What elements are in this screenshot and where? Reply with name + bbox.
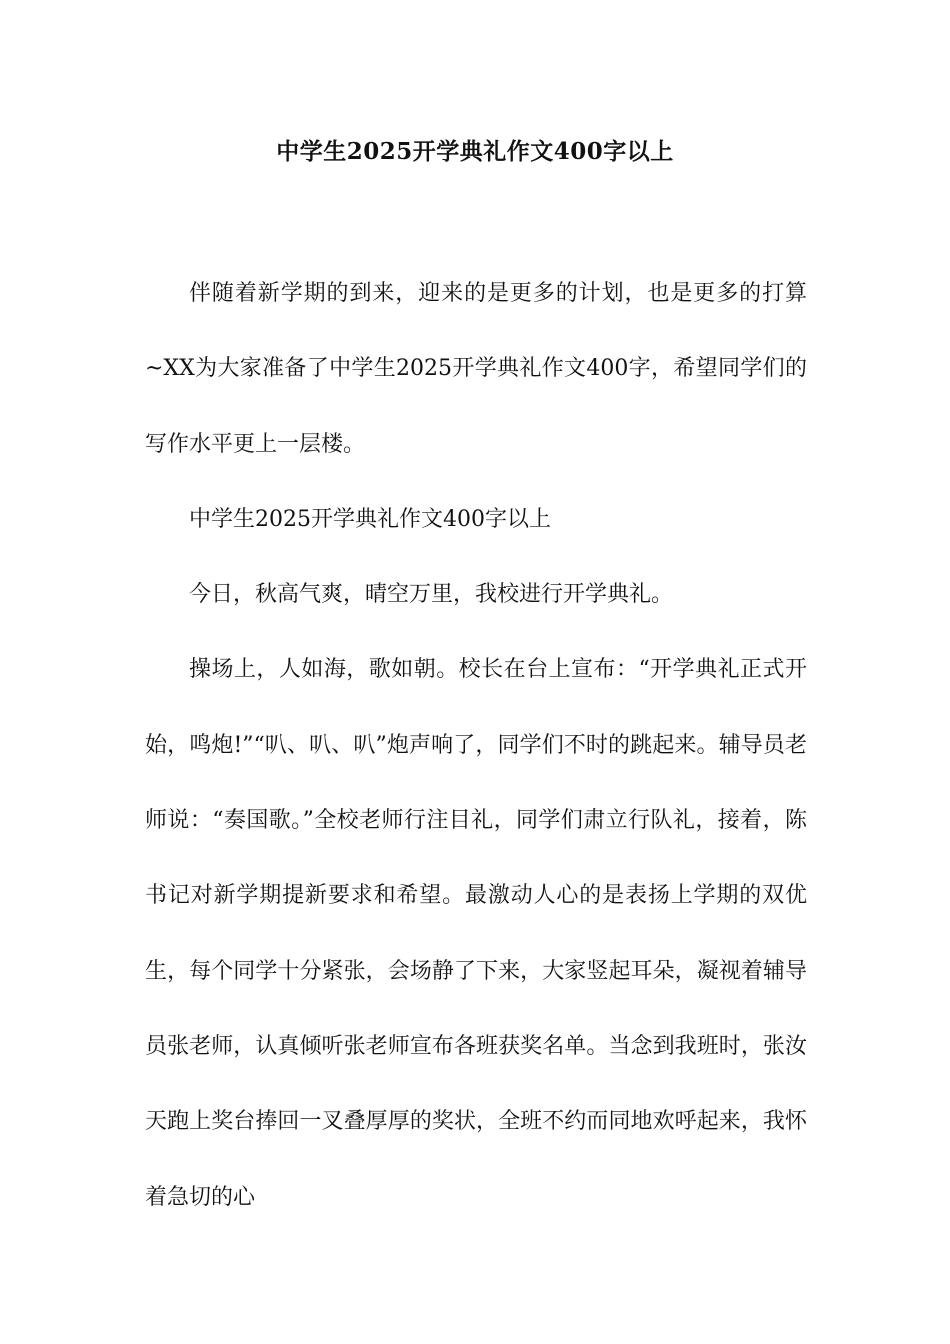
document-title: 中学生2025开学典礼作文400字以上 xyxy=(276,138,674,165)
paragraph-weather: 今日，秋高气爽，晴空万里，我校进行开学典礼。 xyxy=(189,582,674,608)
paragraph-subtitle: 中学生2025开学典礼作文400字以上 xyxy=(189,506,551,532)
paragraph-ceremony: 操场上，人如海，歌如朝。校长在台上宣布：“开学典礼正式开始，鸣炮!”“叭、叭、叭”炮声响了，同学们不时的跳起来。辅导员老师说：“奏国歌。”全校老师行注目礼，同学们肃立行队礼，接着，陈书记对新学期提新要求和希望。最激动人心的是表扬上学期的双优生，每个同学十分紧张，会场静了下来，大家竖起耳朵，凝视着辅导员张老师，认真倾听张老师宣布各班获奖名单。当念到我班时，张汝天跑上奖台捧回一叉叠厚厚的奖状，全班不约而同地欢呼起来，我怀着急切的心 xyxy=(145,657,807,1210)
paragraph-intro: 伴随着新学期的到来，迎来的是更多的计划，也是更多的打算~XX为大家准备了中学生2025开学典礼作文400字，希望同学们的写作水平更上一层楼。 xyxy=(145,281,807,457)
document-body xyxy=(145,256,807,1235)
